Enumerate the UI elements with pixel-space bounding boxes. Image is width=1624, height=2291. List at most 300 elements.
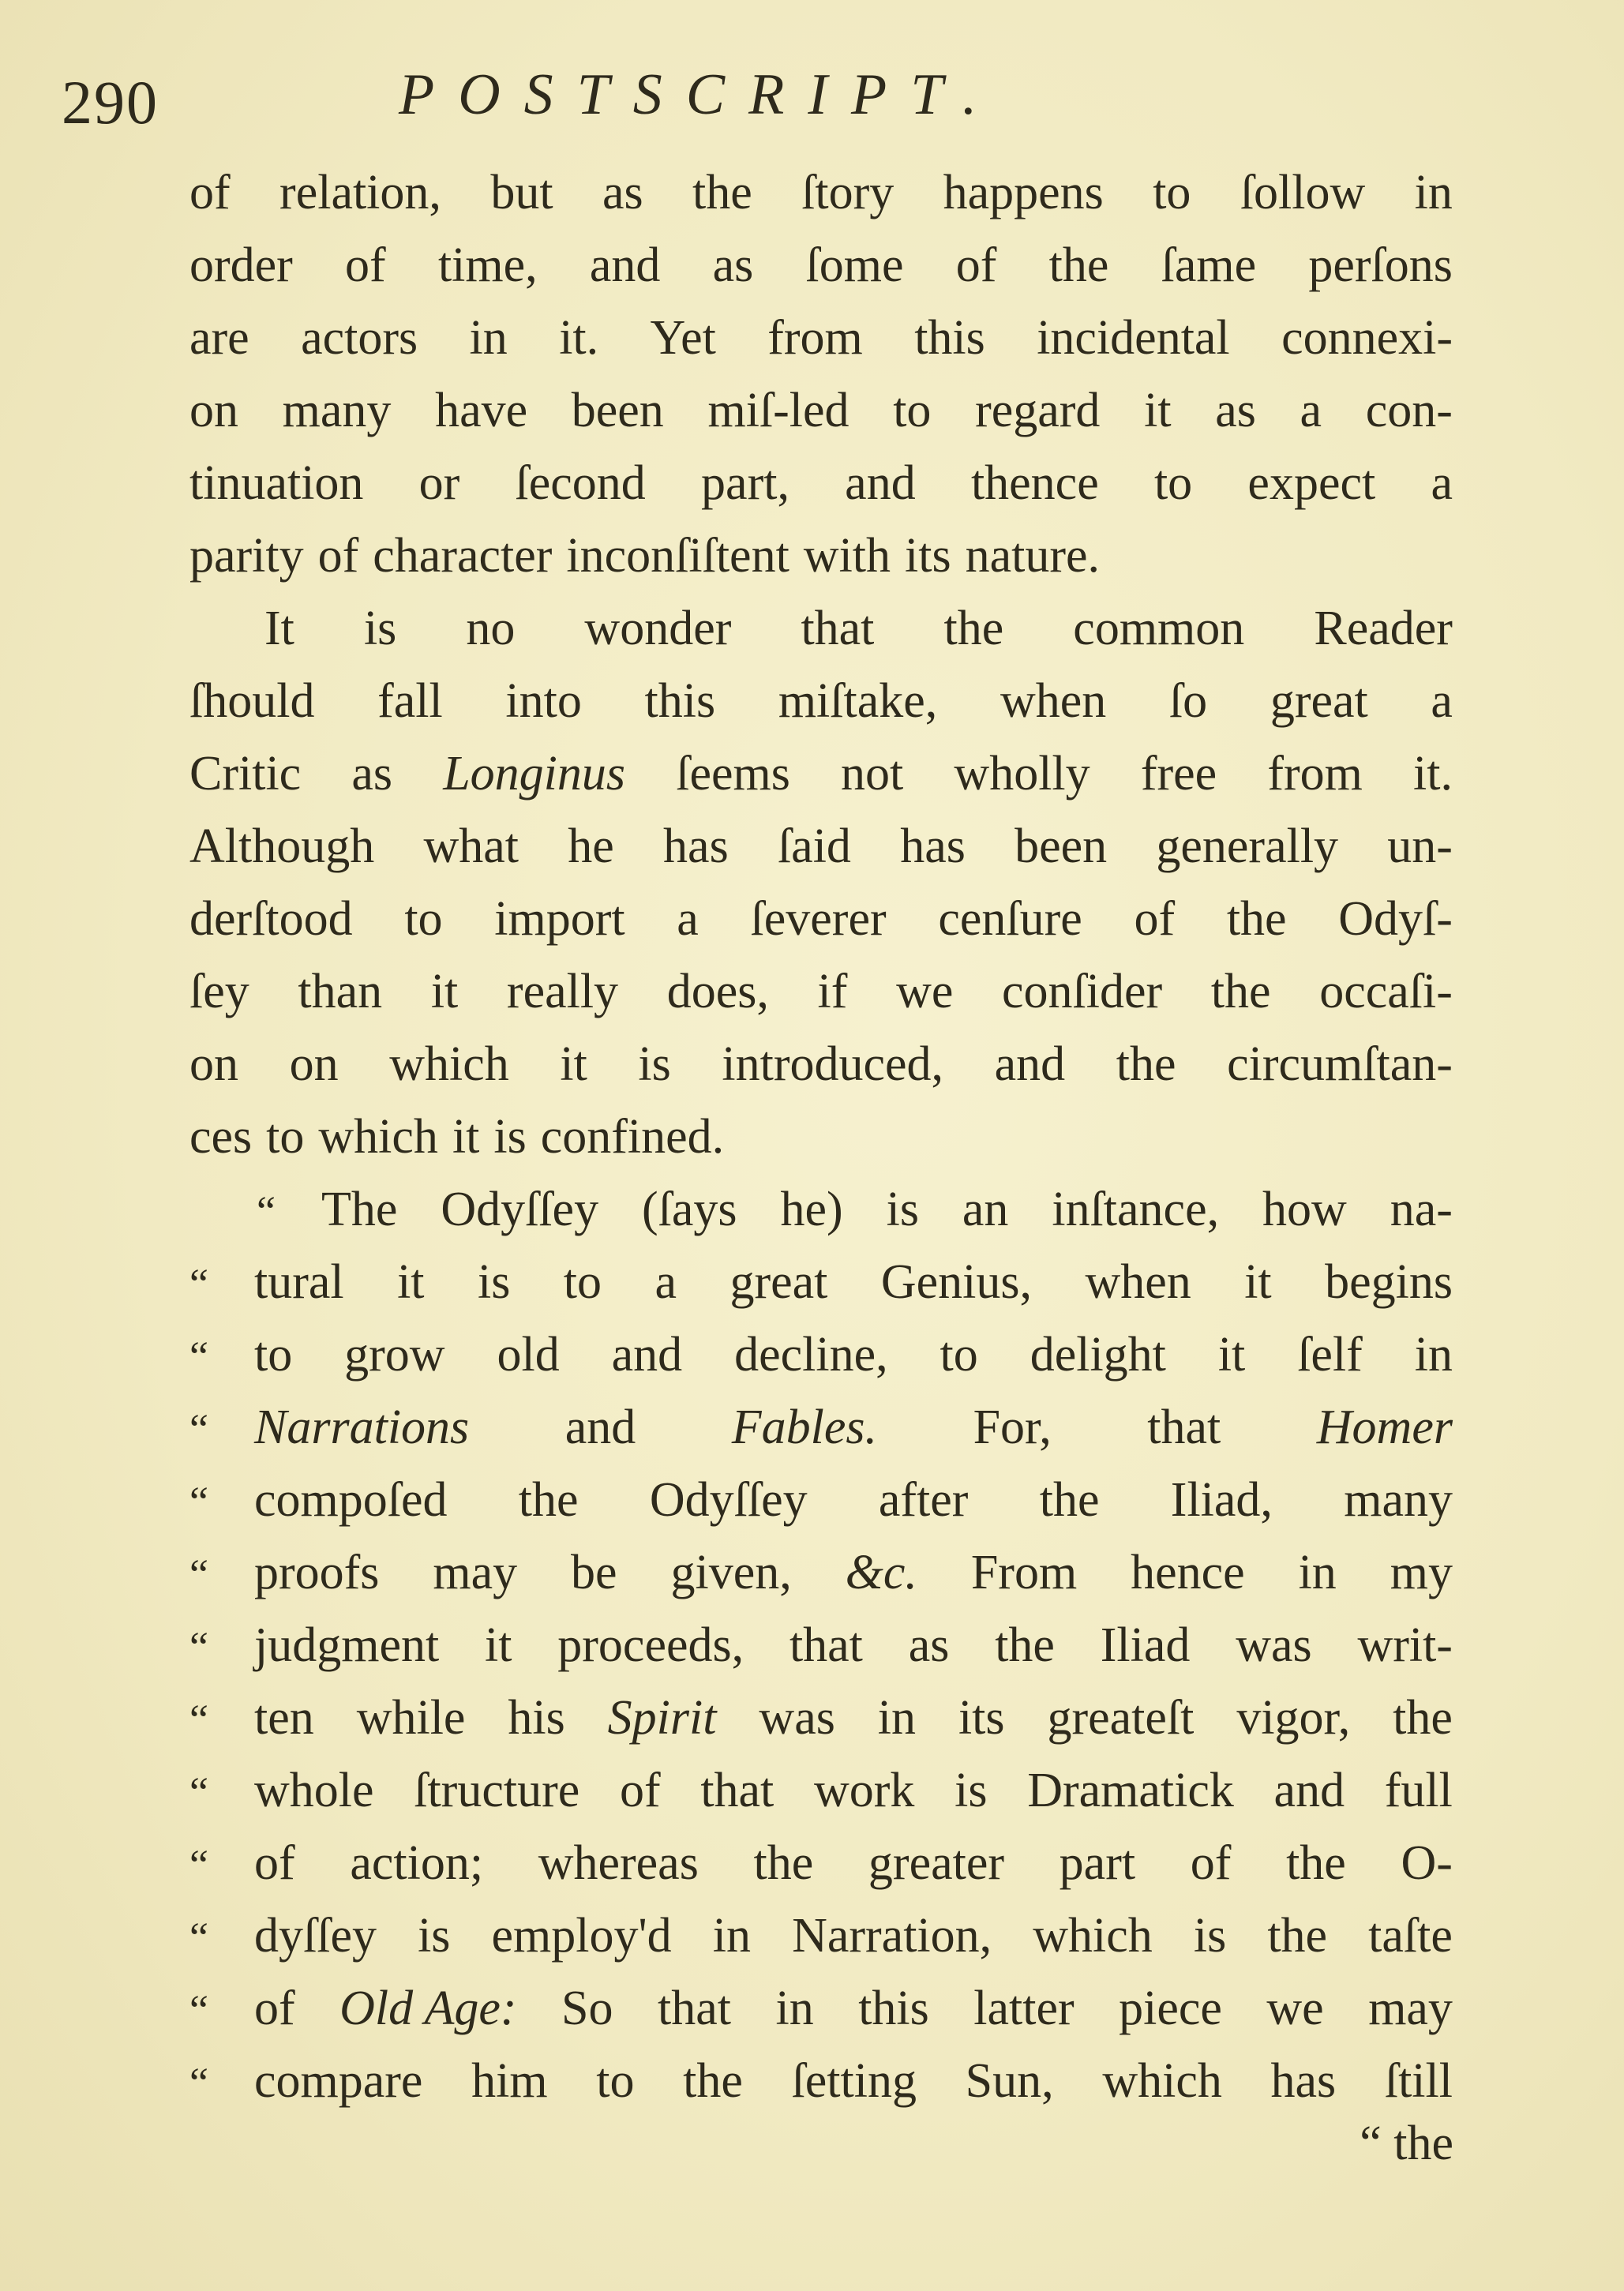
word: compoſed — [254, 1473, 448, 1527]
longinus-quotation — [189, 1173, 1453, 2117]
word: this — [914, 311, 985, 365]
word: in — [1298, 1546, 1337, 1599]
word: circumſtan- — [1227, 1037, 1453, 1091]
quote-line — [189, 1536, 1453, 1609]
word: him — [471, 2054, 548, 2108]
word: is — [493, 1110, 527, 1164]
word: whereas — [538, 1836, 699, 1890]
word: taſte — [1368, 1909, 1453, 1963]
quote-line — [189, 1173, 1453, 1246]
word: it — [560, 1037, 587, 1091]
word: this — [644, 674, 716, 728]
word: as — [602, 166, 643, 219]
word: or — [418, 456, 460, 510]
word: grow — [344, 1328, 445, 1382]
text-line — [189, 883, 1453, 955]
word: the — [1116, 1037, 1176, 1091]
word: in — [712, 1909, 751, 1963]
word: the — [683, 2054, 743, 2108]
word: expect — [1247, 456, 1376, 510]
text-line — [189, 447, 1453, 519]
word: ſtill — [1384, 2054, 1453, 2108]
word: perſons — [1308, 238, 1453, 292]
word: he — [568, 819, 614, 873]
word: a — [677, 892, 699, 946]
word: incidental — [1037, 311, 1230, 365]
word: ſeverer — [750, 892, 887, 946]
word: begins — [1325, 1255, 1453, 1309]
word: Odyſ- — [1338, 892, 1453, 946]
word: greater — [868, 1836, 1004, 1890]
text-line — [189, 737, 1453, 810]
paragraph-1 — [189, 156, 1453, 592]
word: Yet — [650, 311, 716, 365]
word: Old Age: — [339, 1982, 517, 2035]
word: the — [692, 166, 752, 219]
word: has — [1270, 2054, 1337, 2108]
word: and — [611, 1328, 683, 1382]
word: the — [943, 602, 1004, 655]
word: proofs — [254, 1546, 380, 1599]
text-line — [189, 374, 1453, 447]
word: Odyſſey — [441, 1183, 599, 1236]
word: inconſiſtent — [566, 529, 789, 583]
word: nature. — [965, 529, 1101, 583]
word: judgment — [254, 1618, 440, 1672]
quote-line — [189, 1972, 1453, 2045]
word: which — [389, 1037, 509, 1091]
body-text — [189, 156, 1453, 2117]
word: piece — [1119, 1982, 1222, 2035]
word: wonder — [584, 602, 732, 655]
word: it. — [1413, 747, 1453, 801]
word: great — [1270, 674, 1368, 728]
word: was — [759, 1691, 835, 1745]
word: to — [893, 384, 932, 437]
quote-text — [254, 1972, 1453, 2045]
word: un- — [1387, 819, 1453, 873]
quote-text — [254, 1318, 1453, 1391]
word: dyſſey — [254, 1909, 377, 1963]
word: than — [298, 965, 383, 1018]
word: but — [490, 166, 553, 219]
word: that — [801, 602, 875, 655]
word: of — [1190, 1836, 1232, 1890]
word: given, — [670, 1546, 792, 1599]
word: it — [485, 1618, 512, 1672]
word: of — [345, 238, 386, 292]
word: the — [1226, 892, 1287, 946]
catchword: “ the — [1360, 2117, 1453, 2170]
word: miſtake, — [778, 674, 938, 728]
quotation-mark: “ — [189, 1405, 208, 1453]
word: From — [970, 1546, 1078, 1599]
paragraph-2 — [189, 592, 1453, 1173]
word: great — [729, 1255, 828, 1309]
word: work — [814, 1764, 915, 1817]
word: may — [433, 1546, 518, 1599]
word: proceeds, — [557, 1618, 744, 1672]
word: from — [1267, 747, 1363, 801]
word: relation, — [279, 166, 441, 219]
word: it — [397, 1255, 425, 1309]
word: this — [858, 1982, 929, 2035]
quote-line — [189, 1464, 1453, 1536]
word: in — [877, 1691, 917, 1745]
quote-line — [189, 1318, 1453, 1391]
quote-text — [254, 1464, 1453, 1536]
word: his — [508, 1691, 565, 1745]
word: ſame — [1161, 238, 1257, 292]
word: Narration, — [792, 1909, 992, 1963]
word: compare — [254, 2054, 423, 2108]
word: (ſays — [642, 1183, 737, 1236]
word: on — [189, 384, 238, 437]
quote-text — [254, 1536, 1453, 1609]
word: free — [1140, 747, 1217, 801]
word: on — [289, 1037, 339, 1091]
word: the — [1048, 238, 1109, 292]
word: to — [596, 2054, 635, 2108]
word: of — [254, 1982, 295, 2035]
word: how — [1262, 1183, 1347, 1236]
word: fall — [377, 674, 443, 728]
word: derſtood — [189, 892, 353, 946]
word: regard — [975, 384, 1101, 437]
word: and — [994, 1037, 1066, 1091]
word: hence — [1131, 1546, 1245, 1599]
word: con- — [1365, 384, 1453, 437]
word: to — [1153, 456, 1193, 510]
word: na- — [1390, 1183, 1453, 1236]
quote-line — [189, 1682, 1453, 1754]
quote-text — [254, 1754, 1453, 1827]
word: to — [266, 1110, 305, 1164]
word: as — [908, 1618, 950, 1672]
quote-line — [189, 2045, 1453, 2117]
text-line — [189, 519, 1453, 592]
word: and — [1273, 1764, 1345, 1817]
word: ſome — [805, 238, 904, 292]
word: Narrations — [254, 1400, 470, 1454]
word: the — [995, 1618, 1055, 1672]
word: that — [658, 1982, 731, 2035]
word: ſey — [189, 965, 249, 1018]
quotation-mark: “ — [189, 1260, 208, 1307]
quotation-mark: “ — [189, 1986, 208, 2034]
word: what — [423, 819, 519, 873]
word: action; — [350, 1836, 484, 1890]
word: is — [477, 1255, 511, 1309]
word: Fables. — [731, 1400, 878, 1454]
word: Genius, — [880, 1255, 1032, 1309]
word: which — [318, 1110, 438, 1164]
word: the — [518, 1473, 579, 1527]
word: its — [958, 1691, 1005, 1745]
word: the — [1210, 965, 1271, 1018]
word: ſecond — [515, 456, 646, 510]
word: and — [564, 1400, 636, 1454]
word: greateſt — [1047, 1691, 1195, 1745]
word: is — [638, 1037, 671, 1091]
word: Longinus — [443, 747, 626, 801]
word: ſelf — [1297, 1328, 1363, 1382]
word: common — [1073, 602, 1245, 655]
word: may — [1368, 1982, 1453, 2035]
word: ſtructure — [414, 1764, 580, 1817]
word: to — [1153, 166, 1191, 219]
word: ſollow — [1240, 166, 1366, 219]
word: It — [264, 602, 294, 655]
quote-line — [189, 1899, 1453, 1972]
word: which — [1033, 1909, 1153, 1963]
word: in — [1414, 1328, 1453, 1382]
quote-text — [254, 1609, 1453, 1682]
word: the — [1267, 1909, 1328, 1963]
word: it — [1244, 1255, 1272, 1309]
word: really — [506, 965, 619, 1018]
word: to — [404, 892, 443, 946]
word: the — [1286, 1836, 1346, 1890]
word: he) — [780, 1183, 843, 1236]
word: delight — [1030, 1328, 1166, 1382]
word: while — [356, 1691, 466, 1745]
word: it. — [559, 311, 599, 365]
word: into — [505, 674, 582, 728]
word: as — [712, 238, 754, 292]
word: many — [282, 384, 392, 437]
word: are — [189, 311, 249, 365]
word: we — [1266, 1982, 1324, 2035]
word: So — [561, 1982, 613, 2035]
word: Although — [189, 819, 375, 873]
word: is — [1193, 1909, 1227, 1963]
word: ſhould — [189, 674, 315, 728]
quote-text — [254, 1246, 1453, 1318]
word: was — [1236, 1618, 1312, 1672]
quotation-mark: “ — [189, 1623, 208, 1670]
text-line — [189, 1101, 1453, 1173]
quote-line — [189, 1827, 1453, 1899]
word: as — [1215, 384, 1256, 437]
word: thence — [970, 456, 1099, 510]
word: to — [940, 1328, 978, 1382]
quote-text — [321, 1173, 1453, 1246]
word: time, — [437, 238, 538, 292]
word: of — [955, 238, 997, 292]
word: &c. — [845, 1546, 917, 1599]
text-line — [189, 229, 1453, 302]
word: the — [753, 1836, 814, 1890]
word: Reader — [1314, 602, 1453, 655]
word: many — [1344, 1473, 1453, 1527]
word: O- — [1401, 1836, 1453, 1890]
word: Sun, — [965, 2054, 1054, 2108]
word: to — [563, 1255, 602, 1309]
word: connexi- — [1281, 311, 1453, 365]
word: For, — [973, 1400, 1052, 1454]
word: miſ-led — [707, 384, 850, 437]
word: part — [1059, 1836, 1136, 1890]
quote-text — [254, 1899, 1453, 1972]
word: employ'd — [491, 1909, 672, 1963]
word: Critic — [189, 747, 302, 801]
word: if — [817, 965, 848, 1018]
word: in — [469, 311, 508, 365]
word: it — [1217, 1328, 1246, 1382]
word: Homer — [1316, 1400, 1453, 1454]
word: decline, — [734, 1328, 888, 1382]
text-line — [189, 810, 1453, 883]
word: after — [878, 1473, 969, 1527]
word: no — [466, 602, 516, 655]
word: been — [1015, 819, 1108, 873]
word: Iliad, — [1170, 1473, 1273, 1527]
word: ſaid — [777, 819, 851, 873]
word: tural — [254, 1255, 344, 1309]
word: conſider — [1002, 965, 1163, 1018]
word: order — [189, 238, 293, 292]
word: in — [775, 1982, 814, 2035]
word: which — [1102, 2054, 1222, 2108]
word: tinuation — [189, 456, 364, 510]
word: of — [254, 1836, 295, 1890]
word: is — [418, 1909, 451, 1963]
word: it — [1144, 384, 1172, 437]
word: actors — [301, 311, 418, 365]
word: ten — [254, 1691, 314, 1745]
word: from — [767, 311, 863, 365]
word: import — [494, 892, 625, 946]
word: ſeems — [676, 747, 790, 801]
word: vigor, — [1236, 1691, 1351, 1745]
quote-line — [189, 1246, 1453, 1318]
quotation-mark: “ — [189, 1914, 208, 1961]
word: confined. — [540, 1110, 725, 1164]
word: on — [189, 1037, 238, 1091]
word: and — [589, 238, 661, 292]
word: when — [1085, 1255, 1191, 1309]
word: whole — [254, 1764, 374, 1817]
quotation-mark: “ — [257, 1187, 276, 1235]
word: is — [955, 1764, 988, 1817]
word: my — [1390, 1546, 1453, 1599]
word: full — [1384, 1764, 1453, 1817]
word: generally — [1156, 819, 1339, 873]
word: is — [886, 1183, 919, 1236]
word: be — [571, 1546, 617, 1599]
word: a — [654, 1255, 677, 1309]
quote-line — [189, 1609, 1453, 1682]
text-line — [189, 592, 1453, 665]
word: old — [497, 1328, 560, 1382]
word: with — [803, 529, 891, 583]
text-line — [189, 302, 1453, 374]
word: of — [619, 1764, 661, 1817]
quote-text — [254, 1682, 1453, 1754]
quote-line — [189, 1391, 1453, 1464]
word: ſtory — [801, 166, 895, 219]
word: occaſi- — [1319, 965, 1453, 1018]
text-line — [189, 665, 1453, 737]
word: inſtance, — [1052, 1183, 1220, 1236]
word: the — [1039, 1473, 1100, 1527]
word: its — [905, 529, 951, 583]
word: has — [663, 819, 729, 873]
word: is — [363, 602, 397, 655]
quote-text — [254, 1827, 1453, 1899]
word: a — [1300, 384, 1322, 437]
page-number: 290 — [62, 68, 159, 137]
word: parity — [189, 529, 304, 583]
word: ſetting — [791, 2054, 917, 2108]
word: has — [900, 819, 966, 873]
text-line — [189, 1028, 1453, 1101]
word: the — [1393, 1691, 1453, 1745]
word: of — [189, 166, 231, 219]
text-line — [189, 955, 1453, 1028]
quotation-mark: “ — [189, 1768, 208, 1816]
word: and — [845, 456, 916, 510]
word: we — [896, 965, 954, 1018]
quotation-mark: “ — [189, 1478, 208, 1525]
quotation-mark: “ — [189, 2059, 208, 2106]
word: writ- — [1357, 1618, 1453, 1672]
word: ſo — [1168, 674, 1208, 728]
word: cenſure — [938, 892, 1082, 946]
word: that — [789, 1618, 863, 1672]
word: latter — [973, 1982, 1075, 2035]
word: it — [430, 965, 459, 1018]
word: as — [351, 747, 393, 801]
word: of — [1134, 892, 1176, 946]
word: been — [571, 384, 664, 437]
word: a — [1431, 456, 1453, 510]
quotation-mark: “ — [189, 1696, 208, 1743]
word: character — [373, 529, 553, 583]
quotation-mark: “ — [189, 1841, 208, 1888]
word: Iliad — [1100, 1618, 1191, 1672]
word: does, — [666, 965, 769, 1018]
word: to — [254, 1328, 293, 1382]
word: ces — [189, 1110, 253, 1164]
quotation-mark: “ — [189, 1550, 208, 1598]
word: The — [321, 1183, 398, 1236]
word: Odyſſey — [649, 1473, 808, 1527]
running-head: POSTSCRIPT. — [399, 62, 1001, 127]
quote-text — [254, 2045, 1453, 2117]
word: part, — [701, 456, 789, 510]
word: it — [452, 1110, 480, 1164]
word: when — [1000, 674, 1107, 728]
word: that — [1147, 1400, 1221, 1454]
word: not — [841, 747, 904, 801]
word: introduced, — [722, 1037, 944, 1091]
word: have — [435, 384, 528, 437]
quotation-mark: “ — [189, 1333, 208, 1380]
word: of — [317, 529, 359, 583]
quote-text — [254, 1391, 1453, 1464]
word: that — [700, 1764, 774, 1817]
word: Dramatick — [1027, 1764, 1234, 1817]
word: wholly — [954, 747, 1090, 801]
word: an — [962, 1183, 1009, 1236]
quote-line — [189, 1754, 1453, 1827]
text-line — [189, 156, 1453, 229]
word: happens — [943, 166, 1104, 219]
word: in — [1414, 166, 1453, 219]
word: a — [1431, 674, 1453, 728]
